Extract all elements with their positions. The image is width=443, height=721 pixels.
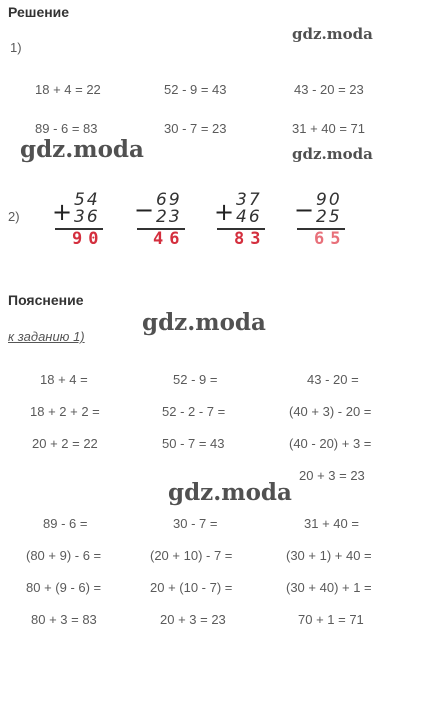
watermark: gdz.moda <box>292 25 373 43</box>
equation: 20 + 3 = 23 <box>160 612 226 627</box>
equation: 70 + 1 = 71 <box>298 612 364 627</box>
equation: 89 - 6 = <box>43 516 88 531</box>
equation: 80 + (9 - 6) = <box>26 580 102 595</box>
operator-sign: − <box>294 196 315 224</box>
equation: 43 - 20 = 23 <box>294 82 364 97</box>
solution-title: Решение <box>8 4 70 20</box>
watermark: gdz.moda <box>20 136 144 163</box>
column-bottom-number: 36 <box>74 207 100 227</box>
column-bottom-number: 23 <box>156 207 182 227</box>
column-result: 65 <box>314 229 347 249</box>
operator-sign: + <box>52 198 73 226</box>
equation: 52 - 9 = 43 <box>164 82 227 97</box>
equation: (40 - 20) + 3 = <box>289 436 372 451</box>
equation: 80 + 3 = 83 <box>31 612 97 627</box>
equation: 20 + 2 = 22 <box>32 436 98 451</box>
column-bottom-number: 25 <box>316 207 342 227</box>
equation: 20 + 3 = 23 <box>299 468 365 483</box>
column-bottom-number: 46 <box>236 207 262 227</box>
equation: (80 + 9) - 6 = <box>26 548 102 563</box>
explanation-title: Пояснение <box>8 292 84 308</box>
watermark: gdz.moda <box>142 309 266 336</box>
equation: 89 - 6 = 83 <box>35 121 98 136</box>
equation: 18 + 4 = <box>40 372 88 387</box>
equation: 52 - 9 = <box>173 372 218 387</box>
equation: 18 + 4 = 22 <box>35 82 101 97</box>
equation: 30 - 7 = <box>173 516 218 531</box>
equation: (30 + 40) + 1 = <box>286 580 372 595</box>
equation: 52 - 2 - 7 = <box>162 404 226 419</box>
column-top-number: 90 <box>316 190 342 210</box>
equation: 31 + 40 = <box>304 516 359 531</box>
equation: 20 + (10 - 7) = <box>150 580 233 595</box>
equation: (30 + 1) + 40 = <box>286 548 372 563</box>
operator-sign: + <box>214 198 235 226</box>
equation: (40 + 3) - 20 = <box>289 404 372 419</box>
watermark: gdz.moda <box>168 479 292 506</box>
equation: 31 + 40 = 71 <box>292 121 366 136</box>
equation: 50 - 7 = 43 <box>162 436 225 451</box>
task-link[interactable]: к заданию 1) <box>8 329 85 344</box>
equation: 43 - 20 = <box>307 372 359 387</box>
equation: (20 + 10) - 7 = <box>150 548 233 563</box>
operator-sign: − <box>134 196 155 224</box>
column-top-number: 37 <box>236 190 262 210</box>
equation: 30 - 7 = 23 <box>164 121 227 136</box>
column-top-number: 54 <box>74 190 100 210</box>
column-result: 90 <box>72 229 105 249</box>
part1-label: 1) <box>10 40 22 55</box>
part2-label: 2) <box>8 209 20 224</box>
column-top-number: 69 <box>156 190 182 210</box>
column-result: 83 <box>234 229 267 249</box>
column-result: 46 <box>153 229 186 249</box>
watermark: gdz.moda <box>292 145 373 163</box>
equation: 18 + 2 + 2 = <box>30 404 100 419</box>
